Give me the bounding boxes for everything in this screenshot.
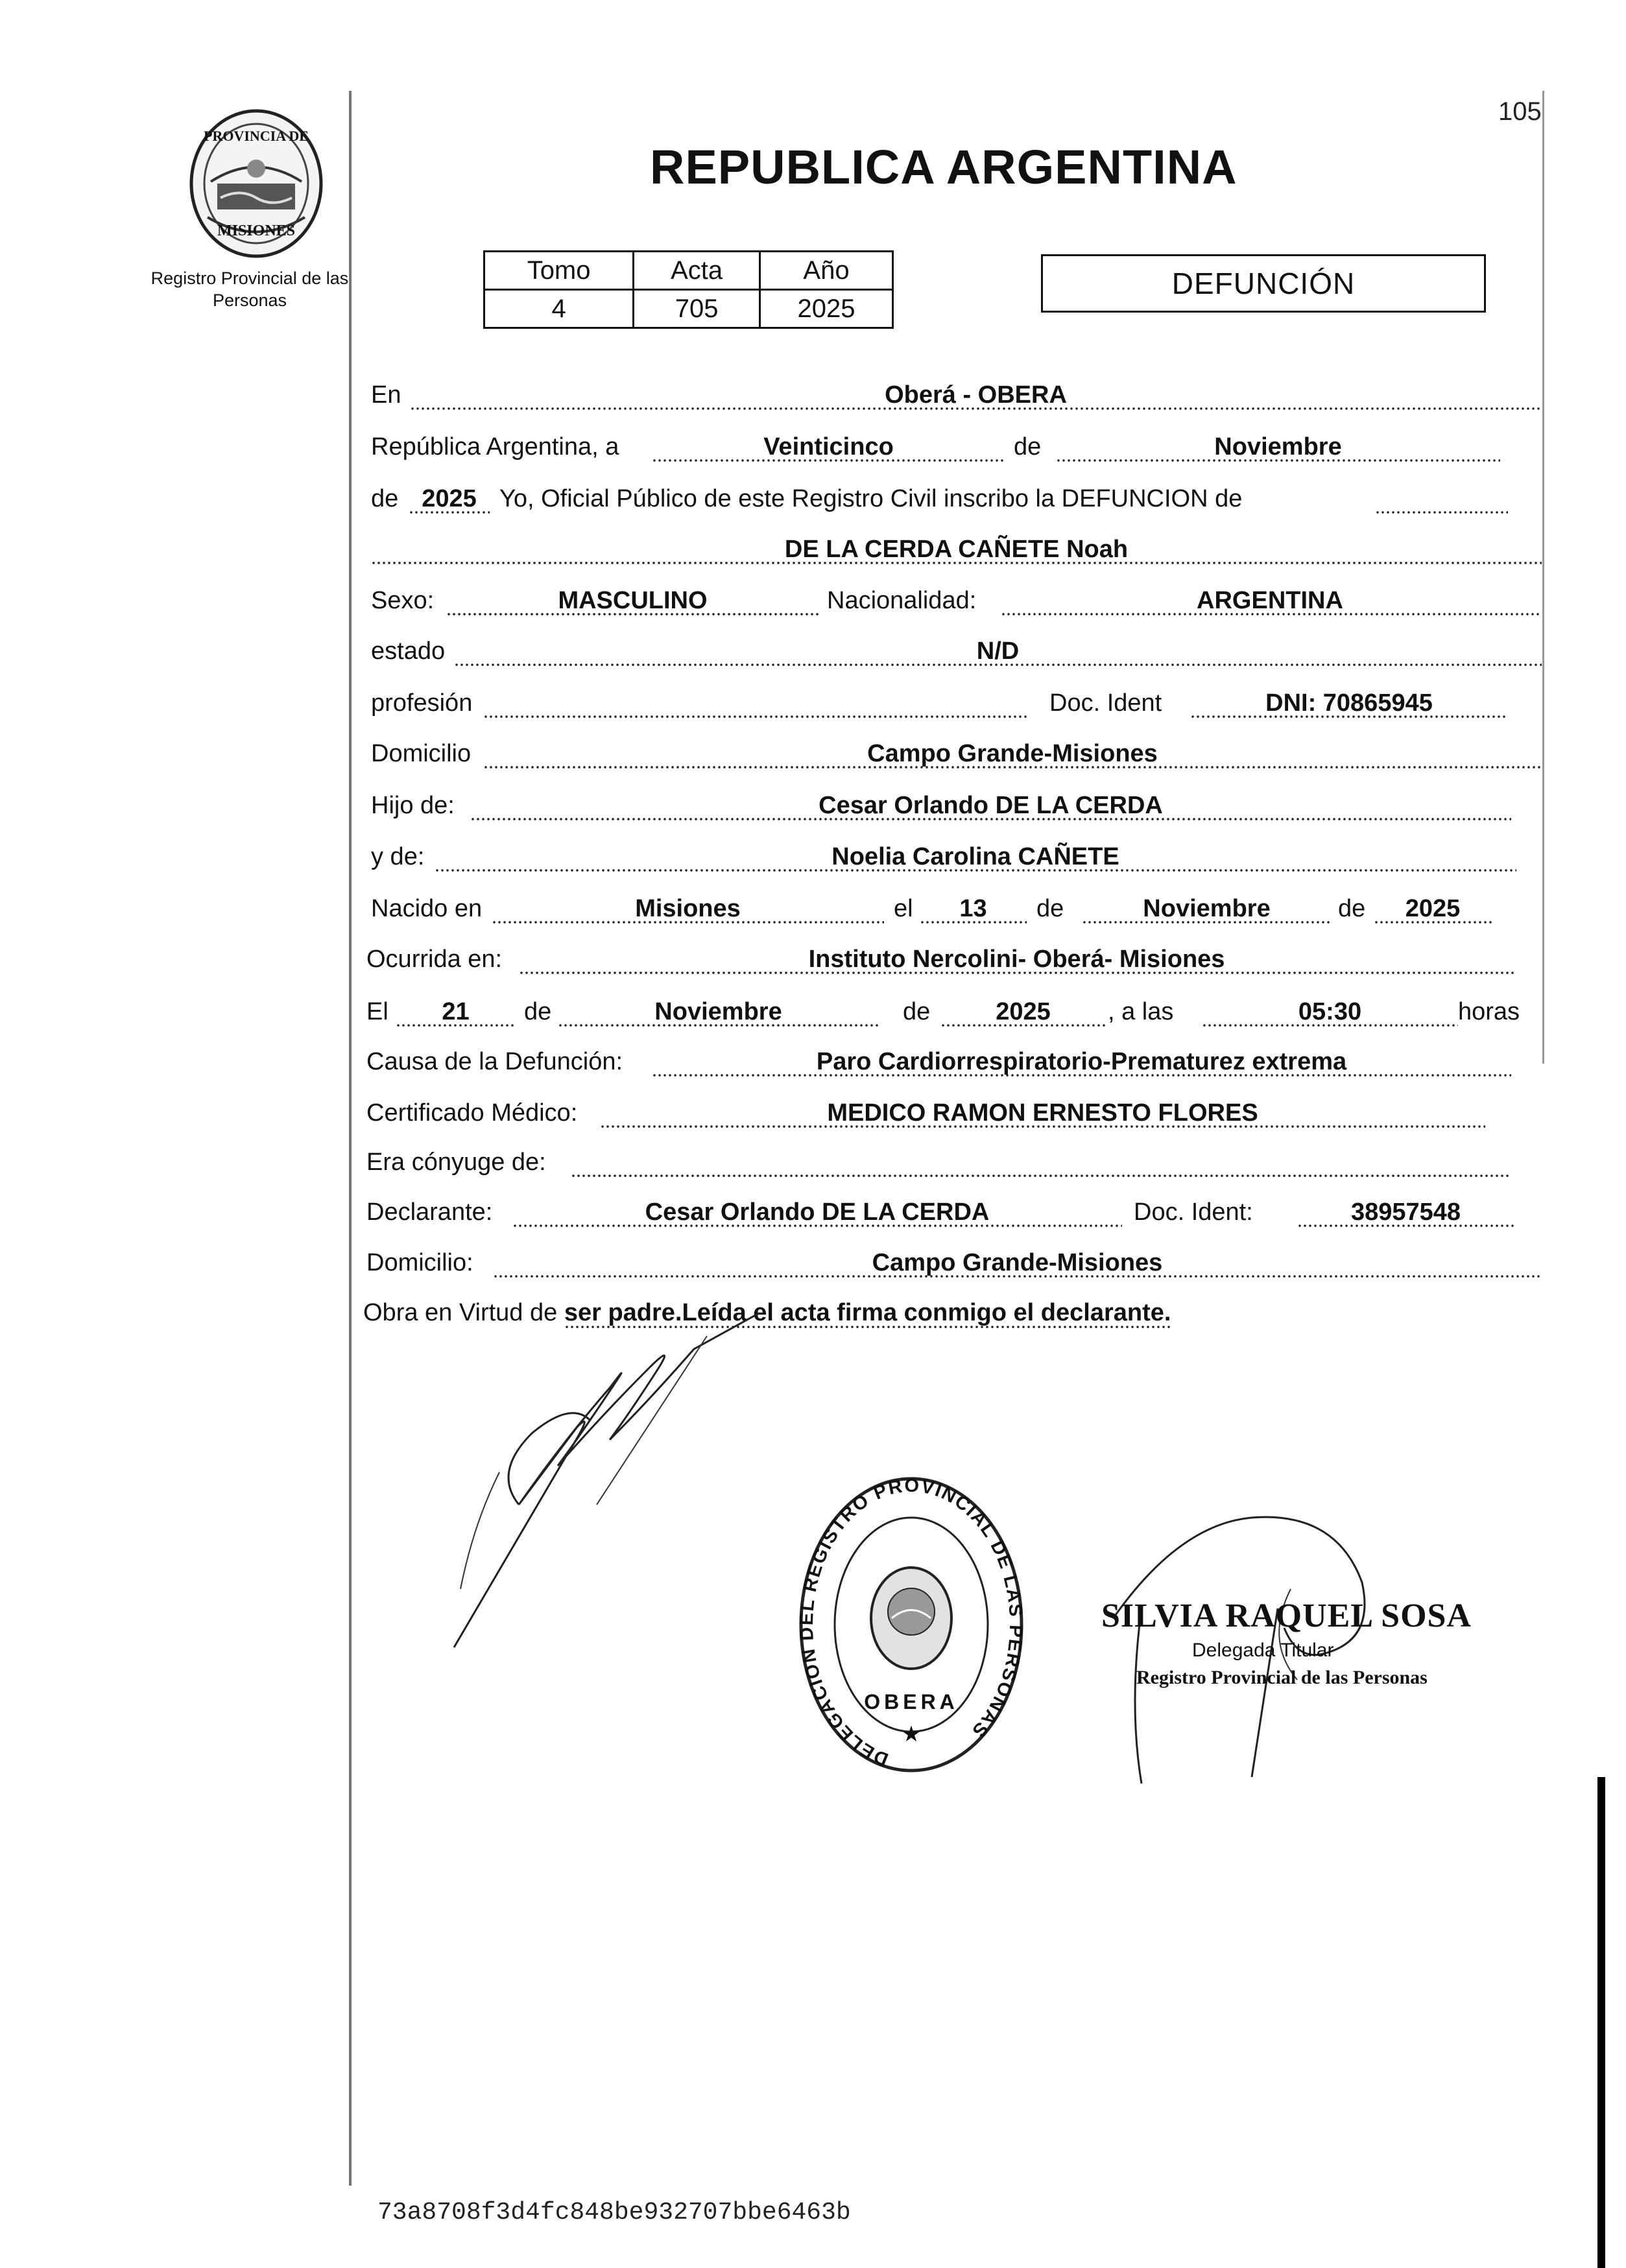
mother-field: Noelia Carolina CAÑETE [435, 841, 1516, 872]
profesion-field [483, 687, 1028, 719]
death-time-field: 05:30 [1202, 996, 1458, 1027]
declarant-signature [435, 1310, 798, 1660]
el2-label: El [366, 998, 389, 1025]
place-field: Oberá - OBERA [410, 379, 1542, 411]
declarant-field: Cesar Orlando DE LA CERDA [512, 1197, 1122, 1228]
obra-value: ser padre.Leída el acta firma conmigo el declarante. [564, 1299, 1171, 1329]
place-of-death-field: Instituto Nercolini- Oberá- Misiones [519, 944, 1514, 975]
domicilio-field: Campo Grande-Misiones [483, 738, 1542, 769]
birth-day-field: 13 [920, 893, 1027, 924]
registry-header-anio: Año [760, 252, 893, 290]
registrar-name: SILVIA RAQUEL SOSA [1101, 1597, 1472, 1634]
estado-label: estado [371, 638, 446, 665]
registry-header-tomo: Tomo [484, 252, 634, 290]
causa-label: Causa de la Defunción: [366, 1048, 623, 1075]
de-label-5: de [524, 998, 552, 1025]
en-label: En [371, 381, 401, 409]
doc-ident-label: Doc. Ident [1049, 689, 1162, 717]
cause-of-death-field: Paro Cardiorrespiratorio-Prematurez extrema [652, 1046, 1511, 1077]
father-field: Cesar Orlando DE LA CERDA [470, 790, 1511, 821]
org-name: Registro Provincial de las Personas [150, 269, 349, 310]
nacionalidad-label: Nacionalidad: [827, 587, 977, 614]
oficial-text: Yo, Oficial Público de este Registro Civil inscribo la DEFUNCION de [499, 485, 1243, 512]
death-month-field: Noviembre [558, 996, 879, 1027]
provincia-misiones-emblem [182, 107, 331, 263]
domicilio2-label: Domicilio: [366, 1249, 473, 1276]
estado-field: N/D [454, 636, 1542, 667]
obra-label: Obra en Virtud de [363, 1299, 558, 1326]
birthplace-field: Misiones [492, 893, 884, 924]
de-label-3: de [1036, 895, 1064, 922]
registry-value-acta: 705 [634, 290, 760, 328]
declarant-doc-field: 38957548 [1297, 1197, 1514, 1228]
birth-month-field: Noviembre [1082, 893, 1332, 924]
registrar-role: Delegada Titular [1192, 1640, 1334, 1661]
deceased-name-field: DE LA CERDA CAÑETE Noah [371, 534, 1542, 565]
doc-ident-field: DNI: 70865945 [1190, 687, 1508, 719]
de-label-1: de [1014, 433, 1042, 460]
emblem-top-text: PROVINCIA DE [204, 128, 309, 144]
registry-value-tomo: 4 [484, 290, 634, 328]
nacido-label: Nacido en [371, 895, 483, 922]
registry-seal [795, 1472, 1028, 1777]
document-title: REPUBLICA ARGENTINA [650, 140, 1237, 194]
seal-city: OBERA [864, 1690, 959, 1713]
profesion-label: profesión [371, 689, 473, 717]
birth-year-field: 2025 [1374, 893, 1492, 924]
document-type-box: DEFUNCIÓN [1041, 254, 1486, 313]
declarante-label: Declarante: [366, 1199, 493, 1226]
sexo-label: Sexo: [371, 587, 435, 614]
document-hash: 73a8708f3d4fc848be932707bbe6463b [377, 2199, 851, 2226]
registrar-org: Registro Provincial de las Personas [1136, 1667, 1428, 1688]
left-border-line [349, 91, 352, 2186]
emblem-bottom-text: MISIONES [217, 222, 296, 239]
sexo-field: MASCULINO [446, 585, 819, 616]
declarant-address-field: Campo Grande-Misiones [493, 1247, 1542, 1278]
declarante-doc-label: Doc. Ident: [1134, 1199, 1253, 1226]
de-label-4: de [1338, 895, 1366, 922]
yde-label: y de: [371, 843, 425, 870]
death-day-field: 21 [396, 996, 516, 1027]
year-field: 2025 [409, 483, 490, 514]
scan-edge-bar [1597, 1777, 1605, 2268]
page-number: 105 [1498, 97, 1542, 126]
registry-header-row [484, 252, 893, 290]
oficial-trailing-field [1375, 483, 1508, 514]
domicilio-label: Domicilio [371, 740, 472, 767]
registry-value-anio: 2025 [760, 290, 893, 328]
month-text-field: Noviembre [1056, 431, 1500, 462]
registry-value-row [484, 290, 893, 328]
spouse-field [571, 1147, 1511, 1178]
registry-header-acta: Acta [634, 252, 760, 290]
seal-star-icon: ★ [901, 1721, 922, 1747]
hijo-label: Hijo de: [371, 792, 455, 819]
de-label-2: de [371, 485, 399, 512]
right-border-line [1542, 91, 1544, 1064]
el-label: el [894, 895, 913, 922]
death-year-field: 2025 [940, 996, 1106, 1027]
alas-label: , a las [1108, 998, 1174, 1025]
registry-table [483, 250, 894, 329]
de-label-6: de [903, 998, 931, 1025]
medical-certificate-field: MEDICO RAMON ERNESTO FLORES [600, 1097, 1485, 1128]
republica-label: República Argentina, a [371, 433, 619, 460]
day-text-field: Veinticinco [652, 431, 1005, 462]
nacionalidad-field: ARGENTINA [1001, 585, 1539, 616]
conyuge-label: Era cónyuge de: [366, 1149, 546, 1176]
horas-label: horas [1458, 998, 1520, 1025]
certificado-label: Certificado Médico: [366, 1099, 578, 1127]
ocurrida-label: Ocurrida en: [366, 946, 503, 973]
seal-ring-text: DELEGACION DEL REGISTRO PROVINCIAL DE LAS PERSONAS [796, 1475, 1027, 1770]
